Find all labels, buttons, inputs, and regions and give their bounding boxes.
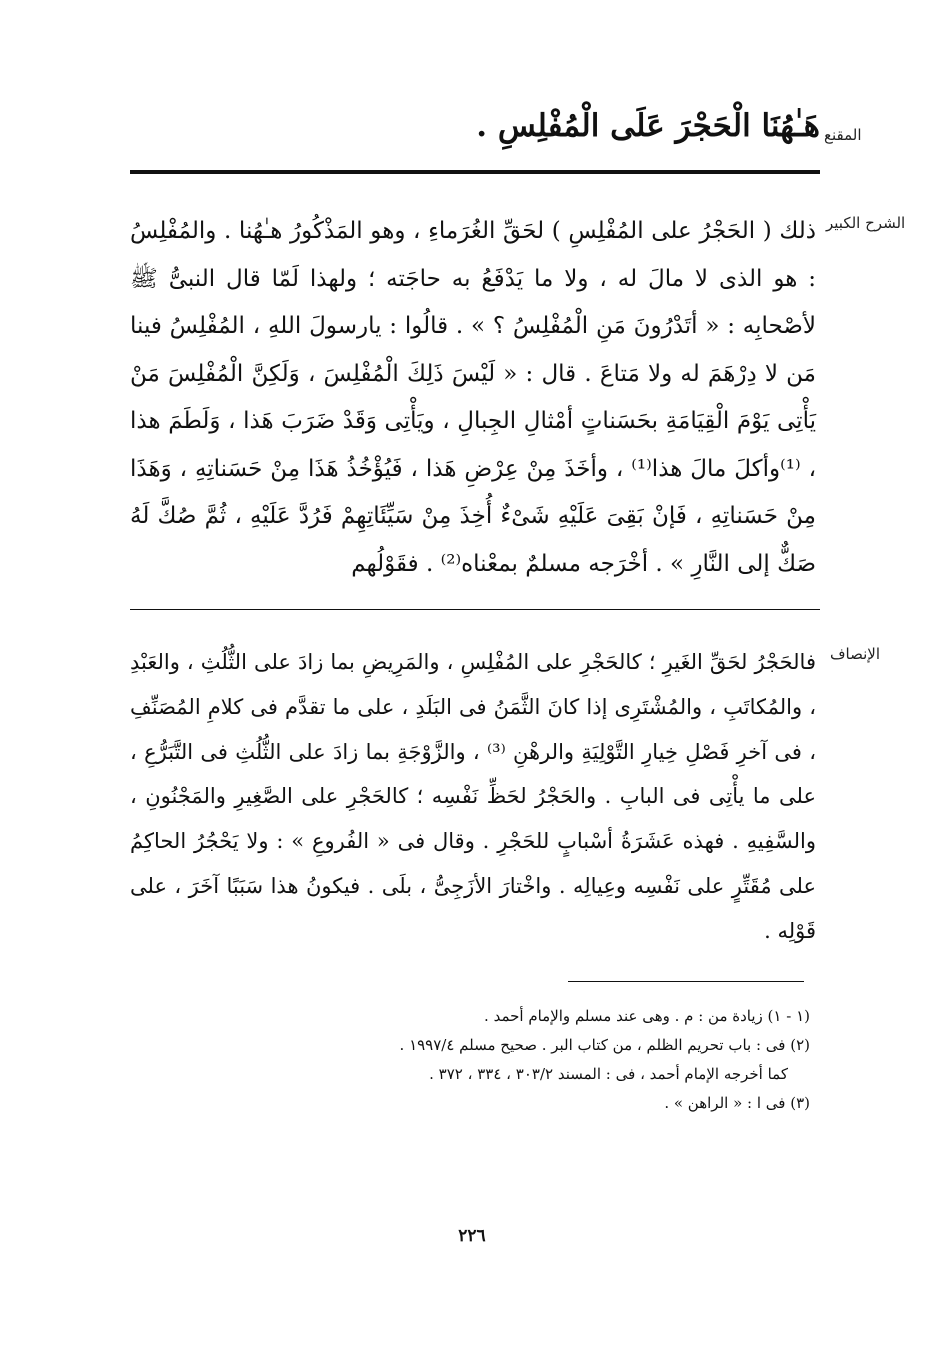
sharh-paragraph: ذلك ( الحَجْرُ على المُفْلِسِ ) لحَقِّ الغُرَماءِ ، وهو المَذْكُورُ هـٰهُنا . والمُفْلِسُ : هو الذى لا مالَ له ، ولا ما يَدْفَعُ به حاجَته ؛ ولهذا لَمّا قال النبىُّ ﷺ لأصْحابِه : « أتَدْرُونَ مَنِ الْمُفْلِسُ ؟ » . قالُوا : يارسولَ اللهِ ، المُفْلِسُ فينا مَن لا دِرْهَمَ له ولا مَتاعَ . قال : « لَيْسَ ذَلِكَ الْمُفْلِسَ ، وَلَكِنَّ الْمُفْلِسَ مَنْ يَأْتِى يَوْمَ الْقِيَامَةِ بحَسَناتٍ أمْثالِ الجِبالِ ، ويَأْتِى وَقَدْ ضَرَبَ هَذا ، وَلَطَمَ هذا ، ⁽¹⁾وأكلَ مالَ هذا⁽¹⁾ ، وأخَذَ مِنْ عِرْضِ هَذا ، فَيُؤْخُذُ هَذَا مِنْ حَسَناتِهِ ، وَهَذَا مِنْ حَسَناتِهِ ، فَإنْ بَقِىَ عَلَيْهِ شَىْءٌ أُخِذَ مِنْ سَيِّئَاتِهِمْ فَرُدَّ عَلَيْهِ ، ثُمَّ صُكَّ لَهُ صَكٌّ إلى النَّارِ » . أخْرَجه مسلمٌ بمعْناه⁽²⁾ . فقَوْلُهم bbox=[130, 218, 816, 577]
insaf-text bbox=[130, 640, 816, 954]
footnote-3: (٣) فى ا : « الراهن » . bbox=[664, 1094, 810, 1112]
footnote-2-continuation: كما أخرجه الإمام أحمد ، فى : المسند ٣٠٣/٢ ، ٣٣٤ ، ٣٧٢ . bbox=[429, 1065, 788, 1083]
insaf-label: الإنصاف bbox=[830, 645, 881, 663]
page-number: ٢٢٦ bbox=[458, 1226, 486, 1246]
insaf-paragraph: فالحَجْرُ لحَقِّ الغَيرِ ؛ كالحَجْرِ على المُفْلِسِ ، والمَرِيضِ بما زادَ على الثُّلُثِ ، والعَبْدِ ، والمُكاتَبِ ، والمُشْتَرِى إذا كانَ الثَّمَنُ فى البَلَدِ ، على ما تقدَّم فى كلامِ المُصَنِّفِ ، فى آخرِ فَصْلِ خِيارِ التَّوْلِيَةِ والرهْنِ ⁽³⁾ ، والزَّوْجَةِ بما زادَ على الثُّلُثِ فى التَّبَرُّعِ ، على ما يأْتِى فى البابِ . والحَجْرُ لحَظِّ نَفْسِه ؛ كالحَجْرِ على الصَّغِيرِ والمَجْنُونِ ، والسَّفِيهِ . فهذه عَشَرَةُ أسْبابٍ للحَجْرِ . وقال فى « الفُروعِ » : ولا يَحْجُرُ الحاكِمُ على مُقَتِّرٍ على نَفْسِه وعِيالِه . واخْتارَ الأزَجِىُّ ، بلَى . فيكونُ هذا سَبَبًا آخَرَ ، على قَوْلِه . bbox=[130, 650, 816, 943]
sharh-kabir-text bbox=[130, 208, 816, 588]
section-divider bbox=[130, 609, 820, 610]
footnotes bbox=[300, 1002, 810, 1118]
sharh-label: الشرح الكبير bbox=[826, 214, 906, 232]
footnote-divider bbox=[568, 981, 804, 982]
muqni-label: المقنع bbox=[824, 126, 862, 144]
footnote-1: (١ - ١) زيادة من : م . وهى عند مسلم والإمام أحمد . bbox=[484, 1007, 810, 1025]
muqni-heading-text: هَـٰهُنَا الْحَجْرَ عَلَى الْمُفْلِسِ . bbox=[476, 108, 820, 144]
heading-divider bbox=[130, 170, 820, 174]
footnote-2: (٢) فى : باب تحريم الظلم ، من كتاب البر . صحيح مسلم ١٩٩٧/٤ . bbox=[399, 1036, 810, 1054]
